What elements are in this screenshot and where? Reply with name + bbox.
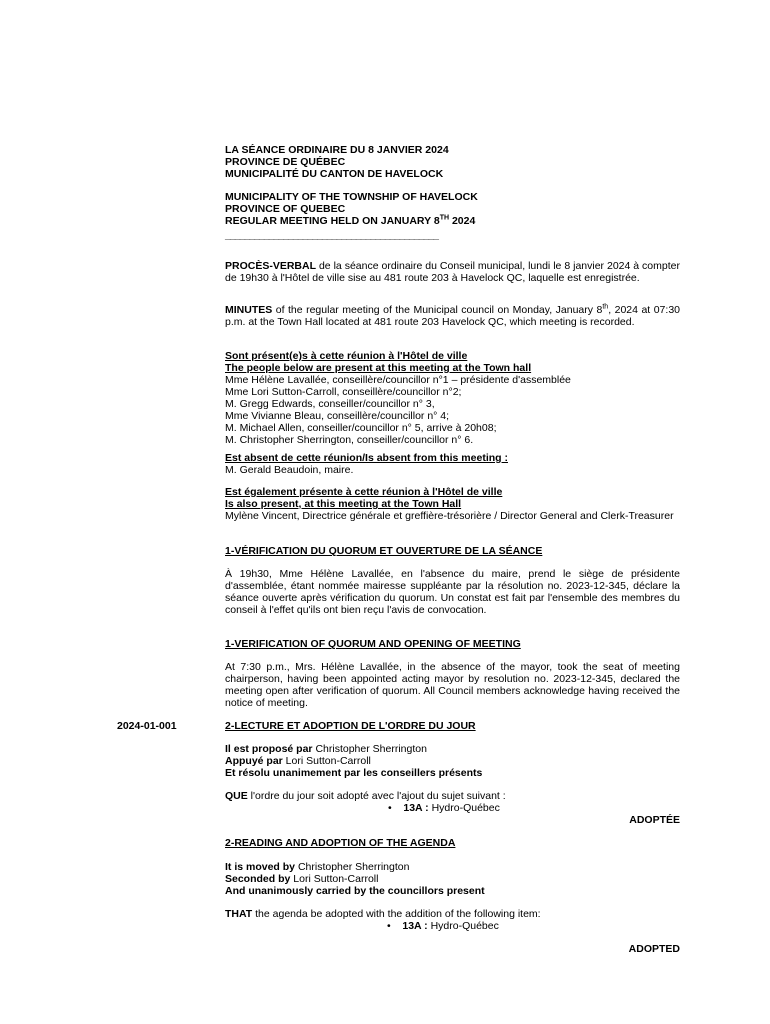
section1-fr-title: 1-VÉRIFICATION DU QUORUM ET OUVERTURE DE LA SÉANCE <box>225 545 543 557</box>
that-text: the agenda be adopted with the addition of the following item: <box>252 908 541 920</box>
bullet-icon: • <box>388 802 392 814</box>
adopted-fr: ADOPTÉE <box>629 814 680 826</box>
that-clause <box>225 908 680 932</box>
also-present-text: Mylène Vincent, Directrice générale et greffière-trésorière / Director General and Clerk-Treasurer <box>225 510 674 522</box>
also-present-heading-fr: Est également présente à cette réunion à l'Hôtel de ville <box>225 486 503 498</box>
minutes-paragraph <box>225 304 680 328</box>
seconded-en-label: Seconded by <box>225 873 291 885</box>
section1-en-text: At 7:30 p.m., Mrs. Hélène Lavallée, in the absence of the mayor, took the seat of meeting chairperson, having been appointed acting mayor by resolution no. 2023-12-345, declared the meeting open after verification of quorum. All Council members acknowledge having received the notice of meeting. <box>225 661 680 709</box>
present-member: Mme Lori Sutton-Carroll, conseillère/councillor n°2; <box>225 386 462 398</box>
present-member: Mme Vivianne Bleau, conseillère/councillor n° 4; <box>225 410 450 422</box>
moved-fr-name: Christopher Sherrington <box>312 743 427 755</box>
present-section <box>225 350 680 446</box>
present-member: M. Christopher Sherrington, conseiller/councillor n° 6. <box>225 434 474 446</box>
proces-verbal-paragraph <box>225 260 680 284</box>
header-en-line3: REGULAR MEETING HELD ON JANUARY 8TH 2024 <box>225 214 476 227</box>
present-heading-fr: Sont présent(e)s à cette réunion à l'Hôtel de ville <box>225 350 468 362</box>
que-label: QUE <box>225 790 248 802</box>
carried-en: And unanimously carried by the councillors present <box>225 885 485 897</box>
that-line <box>225 908 680 920</box>
section1-en-title: 1-VERIFICATION OF QUORUM AND OPENING OF MEETING <box>225 638 521 650</box>
item-fr-text: Hydro-Québec <box>428 802 500 814</box>
carried-fr: Et résolu unanimement par les conseillers présents <box>225 767 483 779</box>
also-present-section <box>225 486 680 522</box>
que-clause <box>225 790 680 814</box>
absent-section <box>225 452 680 476</box>
que-text: l'ordre du jour soit adopté avec l'ajout du sujet suivant : <box>247 790 506 802</box>
separator-line: ____________________________________________ <box>225 229 438 241</box>
proces-verbal-lead: PROCÈS-VERBAL <box>225 260 317 272</box>
header-fr <box>225 144 680 180</box>
resolution-number: 2024-01-001 <box>117 720 177 732</box>
header-en-line1: MUNICIPALITY OF THE TOWNSHIP OF HAVELOCK <box>225 191 478 203</box>
item-fr-num: 13A : <box>403 802 429 814</box>
present-member: M. Michael Allen, conseiller/councillor n° 5, arrive à 20h08; <box>225 422 497 434</box>
minutes-text: of the regular meeting of the Municipal council on Monday, January 8th, 2024 at 07:30 p.m. at the Town Hall located at 481 route 203 Havelock QC, which meeting is recorded. <box>225 303 680 328</box>
header-fr-line1: LA SÉANCE ORDINAIRE DU 8 JANVIER 2024 <box>225 144 449 156</box>
moved-fr-line <box>225 743 680 755</box>
item-en-num: 13A : <box>402 920 428 932</box>
agenda-item-en <box>225 920 680 932</box>
motion-en <box>225 861 680 897</box>
moved-fr-label: Il est proposé par <box>225 743 313 755</box>
adopted-en: ADOPTED <box>628 943 680 955</box>
present-heading-en: The people below are present at this meeting at the Town hall <box>225 362 532 374</box>
section1-fr-text: À 19h30, Mme Hélène Lavallée, en l'absence du maire, prend le siège de présidente d'assemblée, étant nommée mairesse suppléante par la résolution no. 2023-12-345, déclare la séance ouverte après vérification du quorum. Un constat est fait par l'ensemble des membres du conseil à l'effet qu'ils ont bien reçu l'avis de convocation. <box>225 568 680 616</box>
seconded-en-name: Lori Sutton-Carroll <box>290 873 379 885</box>
moved-en-name: Christopher Sherrington <box>295 861 410 873</box>
absent-name: M. Gerald Beaudoin, maire. <box>225 464 354 476</box>
present-member: M. Gregg Edwards, conseiller/councillor n° 3, <box>225 398 435 410</box>
resolution-title-en: 2-READING AND ADOPTION OF THE AGENDA <box>225 837 456 849</box>
que-line <box>225 790 680 802</box>
seconded-fr-name: Lori Sutton-Carroll <box>282 755 371 767</box>
bullet-icon: • <box>387 920 391 932</box>
absent-heading: Est absent de cette réunion/Is absent from this meeting : <box>225 452 508 464</box>
seconded-fr-line <box>225 755 680 767</box>
present-member: Mme Hélène Lavallée, conseillère/councillor n°1 – présidente d'assemblée <box>225 374 571 386</box>
resolution-title-fr: 2-LECTURE ET ADOPTION DE L'ORDRE DU JOUR <box>225 720 476 732</box>
moved-en-label: It is moved by <box>225 861 296 873</box>
seconded-fr-label: Appuyé par <box>225 755 283 767</box>
agenda-item-fr <box>225 802 680 814</box>
minutes-lead: MINUTES <box>225 304 273 316</box>
header-fr-line3: MUNICIPALITÉ DU CANTON DE HAVELOCK <box>225 168 444 180</box>
item-en-text: Hydro-Québec <box>427 920 499 932</box>
header-en-line2: PROVINCE OF QUEBEC <box>225 203 346 215</box>
header-en <box>225 191 680 227</box>
motion-fr <box>225 743 680 779</box>
also-present-heading-en: Is also present, at this meeting at the Town Hall <box>225 498 462 510</box>
header-fr-line2: PROVINCE DE QUÉBEC <box>225 156 346 168</box>
seconded-en-line <box>225 873 680 885</box>
moved-en-line <box>225 861 680 873</box>
that-label: THAT <box>225 908 253 920</box>
proces-verbal-text: de la séance ordinaire du Conseil municipal, lundi le 8 janvier 2024 à compter de 19h30 à l'Hôtel de ville sise au 481 route 203 à Havelock QC, laquelle est enregistrée. <box>225 260 680 284</box>
